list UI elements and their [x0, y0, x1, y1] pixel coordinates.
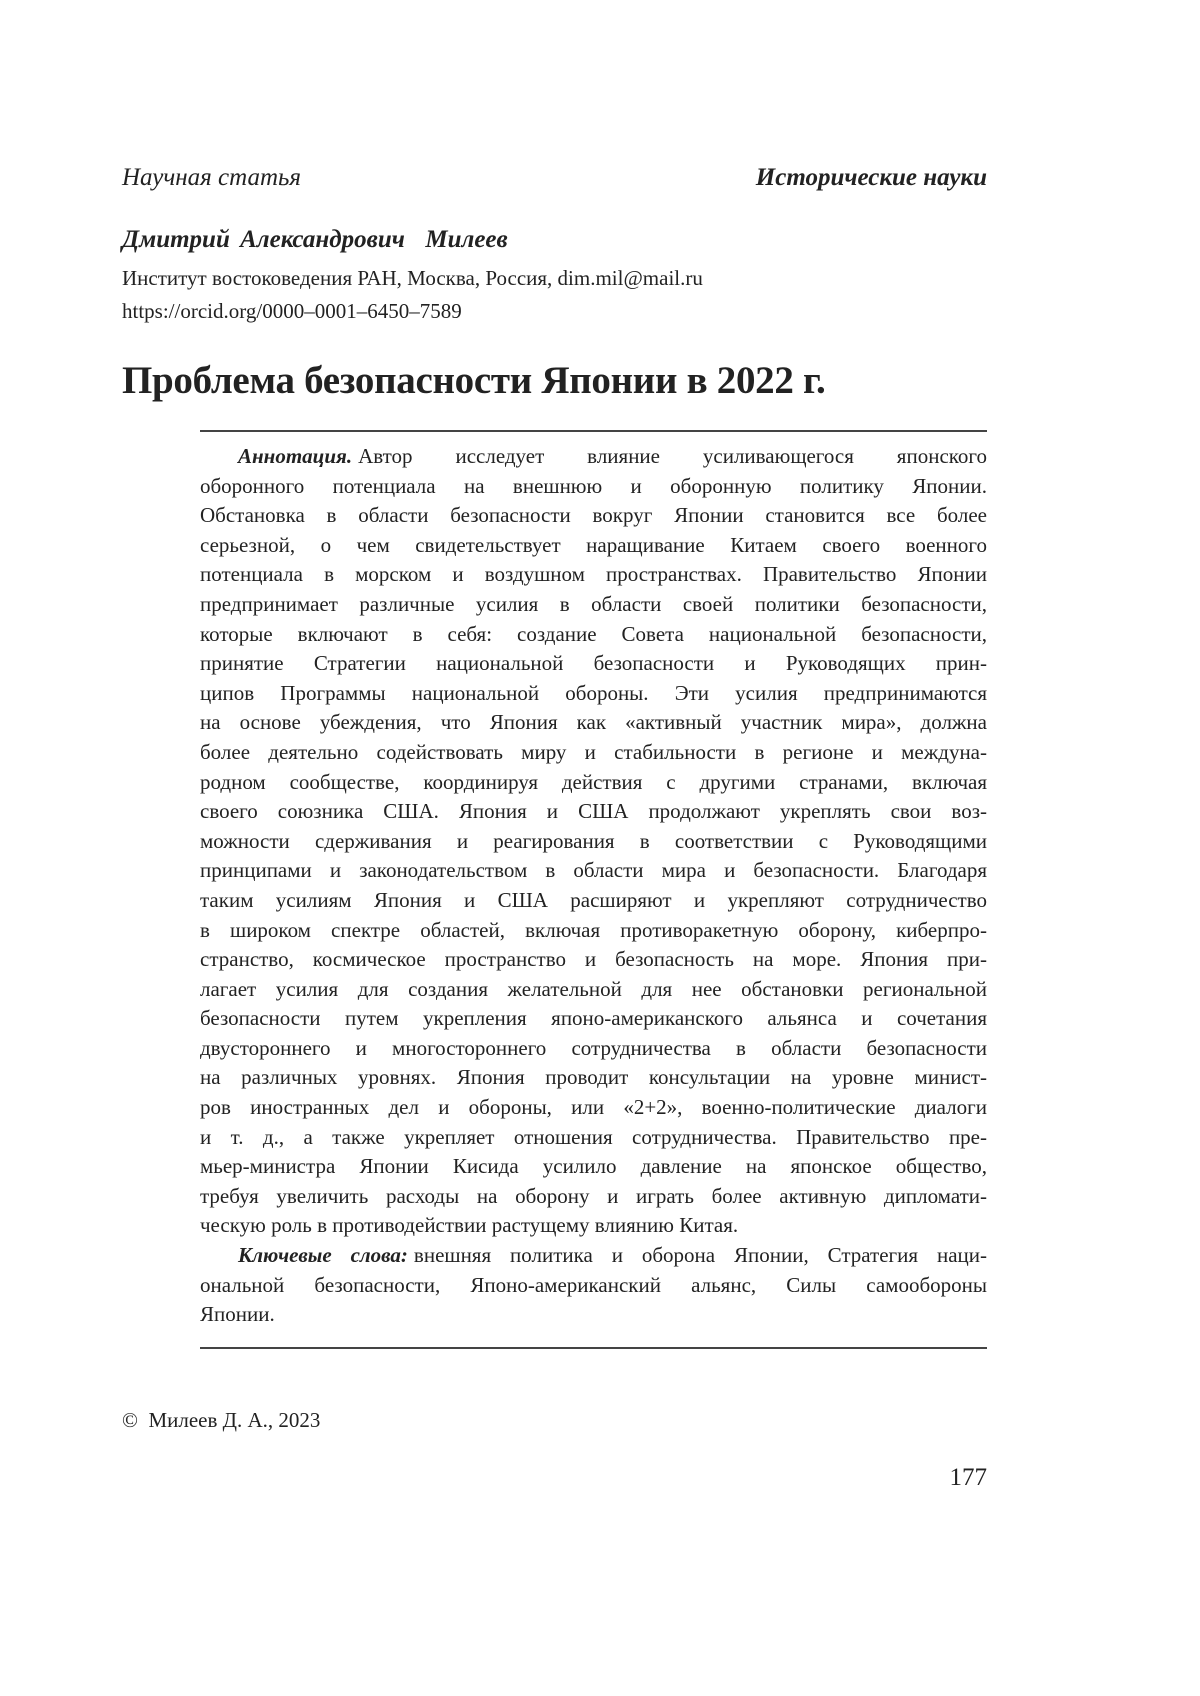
abstract-line: [200, 472, 987, 502]
keywords-label: Ключевые слова:: [238, 1243, 408, 1267]
abstract-line: [200, 620, 987, 650]
abstract-text: и т. д., а также укрепляет отношения сотрудничества. Правительство пре-: [200, 1125, 987, 1149]
abstract-text: более деятельно содействовать миру и стабильности в регионе и междуна-: [200, 740, 987, 764]
abstract-line: [200, 1034, 987, 1064]
abstract-text: ципов Программы национальной обороны. Эти усилия предпринимаются: [200, 681, 987, 705]
abstract-text: на основе убеждения, что Япония как «активный участник мира», должна: [200, 710, 987, 734]
abstract-line: [200, 916, 987, 946]
abstract-line: [200, 1093, 987, 1123]
abstract-line: [200, 886, 987, 916]
abstract-line: [200, 560, 987, 590]
author-affiliation: Институт востоковедения РАН, Москва, Россия, dim.mil@mail.ru: [122, 266, 703, 291]
abstract-text: оборонного потенциала на внешнюю и оборонную политику Японии.: [200, 474, 987, 498]
abstract-text: двустороннего и многостороннего сотрудничества в области безопасности: [200, 1036, 987, 1060]
abstract-text: родном сообществе, координируя действия с другими странами, включая: [200, 770, 987, 794]
abstract-line: [200, 1152, 987, 1182]
article-type: Научная статья: [122, 164, 301, 192]
keywords-text: ональной безопасности, Японо-американский альянс, Силы самообороны: [200, 1273, 987, 1297]
abstract-text: предпринимает различные усилия в области своей политики безопасности,: [200, 592, 987, 616]
article-title: Проблема безопасности Японии в 2022 г.: [122, 358, 826, 403]
abstract-text: принятие Стратегии национальной безопасности и Руководящих прин-: [200, 651, 987, 675]
abstract-text: таким усилиям Япония и США расширяют и укрепляют сотрудничество: [200, 888, 987, 912]
abstract-text: странство, космическое пространство и безопасность на море. Япония при-: [200, 947, 987, 971]
author-orcid[interactable]: https://orcid.org/0000–0001–6450–7589: [122, 299, 462, 324]
keywords-line: [200, 1271, 987, 1301]
abstract-line: [200, 975, 987, 1005]
abstract-text: которые включают в себя: создание Совета национальной безопасности,: [200, 622, 987, 646]
abstract-text: своего союзника США. Япония и США продолжают укреплять свои воз-: [200, 799, 987, 823]
abstract-line: [200, 1004, 987, 1034]
abstract-line: [200, 738, 987, 768]
keywords-line: [200, 1241, 987, 1271]
abstract-label: Аннотация.: [238, 444, 352, 468]
abstract-line: [200, 708, 987, 738]
abstract-line: [200, 679, 987, 709]
copyright: © Милеев Д. А., 2023: [122, 1408, 320, 1433]
abstract-text: безопасности путем укрепления японо-американского альянса и сочетания: [200, 1006, 987, 1030]
abstract-line: [200, 442, 987, 472]
abstract-line: [200, 827, 987, 857]
abstract-line: [200, 1182, 987, 1212]
abstract-text: мьер-министра Японии Кисида усилило давление на японское общество,: [200, 1154, 987, 1178]
abstract-line: [200, 797, 987, 827]
section-name: Исторические науки: [756, 164, 987, 192]
abstract-line: [200, 1063, 987, 1093]
abstract-line: [200, 945, 987, 975]
keywords-line: [200, 1300, 987, 1330]
abstract-text: потенциала в морском и воздушном пространствах. Правительство Японии: [200, 562, 987, 586]
abstract-text: серьезной, о чем свидетельствует наращивание Китаем своего военного: [200, 533, 987, 557]
abstract-text: Автор исследует влияние усиливающегося японского: [358, 444, 987, 468]
divider-top: [200, 430, 987, 432]
keywords-text: Японии.: [200, 1302, 275, 1326]
abstract-text: в широком спектре областей, включая противоракетную оборону, киберпро-: [200, 918, 987, 942]
keywords-text: внешняя политика и оборона Японии, Стратегия наци-: [414, 1243, 987, 1267]
abstract-text: принципами и законодательством в области мира и безопасности. Благодаря: [200, 858, 987, 882]
abstract-line: [200, 531, 987, 561]
abstract-text: лагает усилия для создания желательной для нее обстановки региональной: [200, 977, 987, 1001]
abstract-line: [200, 501, 987, 531]
abstract-line: [200, 1123, 987, 1153]
abstract-line: [200, 649, 987, 679]
page-number: 177: [950, 1464, 988, 1492]
abstract-line: [200, 768, 987, 798]
abstract-text: Обстановка в области безопасности вокруг Японии становится все более: [200, 503, 987, 527]
abstract-line: [200, 590, 987, 620]
abstract-line: [200, 1211, 987, 1241]
abstract-text: требуя увеличить расходы на оборону и играть более активную дипломати-: [200, 1184, 987, 1208]
abstract-line: [200, 856, 987, 886]
divider-bottom: [200, 1347, 987, 1349]
author-name: Дмитрий Александрович Милеев: [122, 226, 508, 254]
abstract-text: на различных уровнях. Япония проводит консультации на уровне минист-: [200, 1065, 987, 1089]
abstract-text: ческую роль в противодействии растущему влиянию Китая.: [200, 1213, 738, 1237]
abstract-block: [200, 442, 987, 1330]
abstract-text: ров иностранных дел и обороны, или «2+2», военно-политические диалоги: [200, 1095, 987, 1119]
abstract-text: можности сдерживания и реагирования в соответствии с Руководящими: [200, 829, 987, 853]
